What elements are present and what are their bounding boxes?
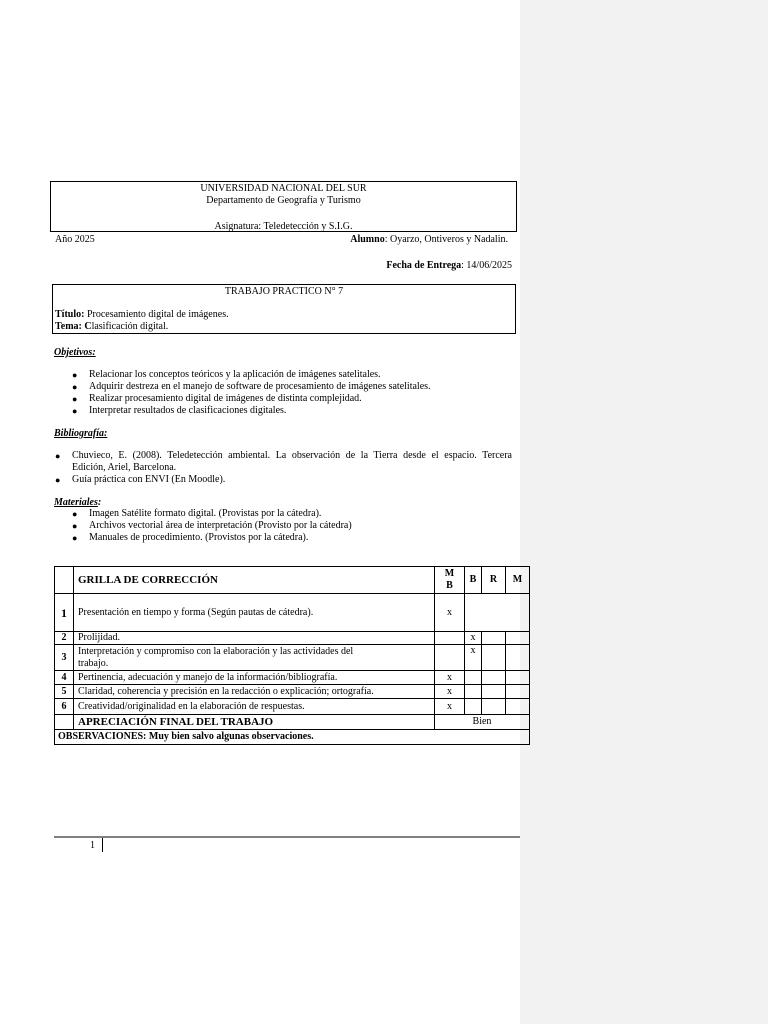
bibliography-item: ● Guía práctica con ENVI (En Moodle). [55, 474, 226, 485]
grid-observations-row [55, 730, 530, 745]
bibliography-item-continuation: Edición, Ariel, Barcelona. [72, 462, 177, 473]
grid-final-label: APRECIACIÓN FINAL DEL TRABAJO [74, 715, 435, 730]
grid-row-number: 1 [55, 594, 74, 632]
materials-label: Materiales [54, 497, 98, 508]
grid-col-b: B [465, 567, 482, 594]
due-date-label: Fecha de Entrega [386, 260, 462, 271]
practical-title-label: Título: [55, 309, 85, 320]
grid-mark-r [482, 671, 506, 685]
bullet-icon: ● [72, 521, 78, 531]
grid-mark-m [506, 699, 530, 715]
bullet-icon: ● [72, 370, 78, 380]
page-number: 1 [90, 840, 95, 851]
grid-corner-cell [55, 567, 74, 594]
material-item: ● Imagen Satélite formato digital. (Provistas por la cátedra). [72, 508, 322, 519]
grid-row-number: 4 [55, 671, 74, 685]
grid-mark-b [465, 685, 482, 699]
grid-mark-b [465, 699, 482, 715]
grid-row [55, 594, 530, 632]
practical-topic [55, 321, 168, 333]
grid-row-criterion: Presentación en tiempo y forma (Según pautas de cátedra). [74, 594, 435, 632]
grid-col-m: M [506, 567, 530, 594]
grid-final-empty-cell [55, 715, 74, 730]
grid-mark-m [506, 685, 530, 699]
grid-mark-m [506, 671, 530, 685]
grid-mark-mb: x [435, 671, 465, 685]
practical-heading: TRABAJO PRACTICO N° 7 [224, 286, 344, 297]
grid-observations: OBSERVACIONES: Muy bien salvo algunas observaciones. [55, 730, 530, 745]
objectives-heading: Objetivos: [54, 347, 96, 358]
grid-row [55, 699, 530, 715]
bullet-icon: ● [72, 509, 78, 519]
grid-mark-m [506, 645, 530, 671]
bullet-icon: ● [72, 394, 78, 404]
footer-divider [54, 836, 520, 838]
student-label: Alumno [350, 234, 385, 245]
correction-grid [54, 566, 530, 745]
grid-mark-mb: x [435, 594, 465, 632]
bullet-icon: ● [72, 533, 78, 543]
practical-topic-label: Tema: C [55, 321, 92, 332]
materials-colon: : [97, 497, 102, 508]
bullet-icon: ● [55, 451, 61, 461]
student-value: : Oyarzo, Ontiveros y Nadalin. [384, 234, 508, 245]
grid-merged-empty-cell [465, 594, 530, 632]
objective-item: ● Relacionar los conceptos teóricos y la aplicación de imágenes satelitales. [72, 369, 381, 380]
bibliography-heading: Bibliografía: [54, 428, 108, 439]
practical-title-value: Procesamiento digital de imágenes. [84, 309, 229, 320]
document-side-panel [520, 0, 768, 1024]
grid-mark-mb: x [435, 685, 465, 699]
grid-row-criterion: Claridad, coherencia y precisión en la redacción o explicación; ortografía. [74, 685, 435, 699]
page-number-separator [102, 838, 103, 852]
grid-mark-mb [435, 645, 465, 671]
grid-row [55, 645, 530, 671]
grid-mark-b [465, 671, 482, 685]
university-name: UNIVERSIDAD NACIONAL DEL SUR [200, 183, 367, 194]
bullet-icon: ● [72, 382, 78, 392]
bullet-icon: ● [72, 406, 78, 416]
practical-topic-value: lasificación digital. [91, 321, 169, 332]
practical-work-box [52, 284, 516, 334]
grid-mark-mb: x [435, 699, 465, 715]
grid-row-number: 3 [55, 645, 74, 671]
grid-mark-r [482, 645, 506, 671]
grid-row [55, 685, 530, 699]
year-label: Año 2025 [55, 234, 95, 245]
grid-row-number: 2 [55, 632, 74, 645]
grid-mark-r [482, 632, 506, 645]
objective-item: ● Adquirir destreza en el manejo de software de procesamiento de imágenes satelitales. [72, 381, 431, 392]
grid-final-value: Bien [435, 715, 530, 730]
grid-mark-r [482, 699, 506, 715]
grid-final-row [55, 715, 530, 730]
bullet-icon: ● [55, 475, 61, 485]
grid-row [55, 632, 530, 645]
grid-row-criterion: Prolijidad. [74, 632, 435, 645]
department-name: Departamento de Geografía y Turismo [206, 195, 361, 206]
grid-row-criterion: Pertinencia, adecuación y manejo de la información/bibliografía. [74, 671, 435, 685]
objective-item: ● Realizar procesamiento digital de imágenes de distinta complejidad. [72, 393, 362, 404]
grid-mark-mb [435, 632, 465, 645]
grid-mark-r [482, 685, 506, 699]
student-line [350, 234, 508, 246]
grid-row-criterion: Creatividad/originalidad en la elaboración de respuestas. [74, 699, 435, 715]
grid-col-mb: M B [435, 567, 465, 594]
objective-item: ● Interpretar resultados de clasificaciones digitales. [72, 405, 287, 416]
grid-mark-b: x [465, 645, 482, 671]
material-item: ● Manuales de procedimiento. (Provistos por la cátedra). [72, 532, 309, 543]
grid-header-row [55, 567, 530, 594]
due-date-line [386, 260, 512, 272]
practical-title [55, 309, 229, 321]
grid-row [55, 671, 530, 685]
grid-mark-m [506, 632, 530, 645]
material-item: ● Archivos vectorial área de interpretación (Provisto por la cátedra) [72, 520, 352, 531]
university-header-box [50, 181, 517, 232]
grid-title: GRILLA DE CORRECCIÓN [74, 567, 435, 594]
grid-mark-b: x [465, 632, 482, 645]
bibliography-item: ● Chuvieco, E. (2008). Teledetección ambiental. La observación de la Tierra desde el espacio. Tercera [55, 450, 512, 461]
grid-col-r: R [482, 567, 506, 594]
due-date-value: : 14/06/2025 [461, 260, 512, 271]
grid-row-criterion: Interpretación y compromiso con la elaboración y las actividades del trabajo. [74, 645, 435, 671]
grid-row-number: 6 [55, 699, 74, 715]
subject-name: Asignatura: Teledetección y S.I.G. [214, 221, 353, 232]
grid-row-number: 5 [55, 685, 74, 699]
